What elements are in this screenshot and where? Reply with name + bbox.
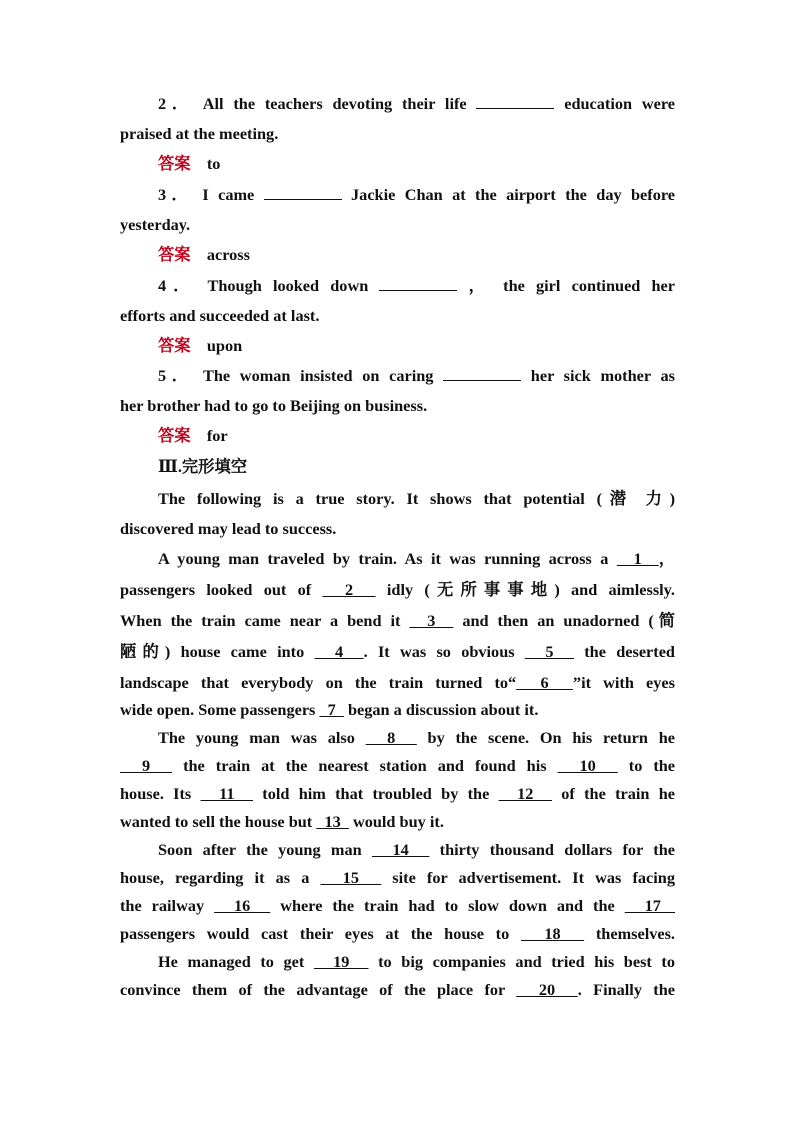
cloze-blank-number: 3 [409,611,454,630]
passage-text: site for advertisement. It was facing [381,868,675,887]
passage-line [120,642,675,662]
passage-line [120,611,675,631]
question-text: her sick mother as [530,366,675,385]
passage-text: wide open. Some passengers [120,700,320,719]
passage-text: A young man traveled by train. As it was running across a [158,549,617,568]
passage-line [120,580,675,600]
question-text: Jackie Chan at the airport the day before [351,185,675,204]
answer-blank [443,366,521,381]
passage-text: to big companies and tried his best to [368,952,675,971]
passage-text: began a discussion about it. [343,700,539,719]
question-number: 3． [158,185,194,204]
cloze-blank-number: 2 [322,580,376,599]
question-text: the girl continued her [503,276,676,295]
question-text: All the teachers devoting their life [202,94,467,113]
question-line [120,124,675,144]
passage-text: house, regarding it as a [120,868,321,887]
question-number: 4． [158,276,197,295]
question-line [120,276,675,296]
passage-text: When the train came near a bend it [120,611,410,630]
question-line [120,215,675,235]
answer-line [120,336,675,356]
cloze-blank-number: 9 [120,756,173,775]
passage-text: passengers looked out of [120,580,323,599]
cloze-blank-number: 17 [624,896,675,915]
passage-text: house. Its [120,784,201,803]
passage-text: . Finally the [577,980,675,999]
passage-text: ， [658,549,676,568]
question-text: The woman insisted on caring [203,366,434,385]
cloze-blank-number: 10 [557,756,618,775]
passage-text: The following is a true story. It shows that potential (潜 力) [158,489,675,508]
cloze-blank-number: 11 [200,784,254,803]
question-line [120,94,675,114]
passage-text: The young man was also [158,728,366,747]
passage-text: the deserted [574,642,675,661]
answer-value: to [206,154,221,173]
question-line [120,396,675,416]
cloze-blank-number: 18 [520,924,585,943]
question-text: education were [564,94,675,113]
question-text: ， [468,276,492,295]
passage-line [120,784,675,804]
passage-text: 陋的) house came into [120,642,315,661]
passage-text: convince them of the advantage of the place for [120,980,517,999]
question-text: efforts and succeeded at last. [120,306,320,325]
passage-text: discovered may lead to success. [120,519,337,538]
question-number: 2． [158,94,194,113]
answer-value: upon [206,336,243,355]
cloze-blank-number: 1 [616,549,659,568]
passage-text: the train at the nearest station and found his [172,756,558,775]
passage-text: thirty thousand dollars for the [429,840,675,859]
cloze-blank-number: 16 [214,896,271,915]
answer-value: across [206,245,250,264]
passage-line [120,756,675,776]
passage-line [120,840,675,860]
passage-text: of the train he [551,784,676,803]
cloze-blank-number: 14 [371,840,430,859]
passage-text: idly (无所事事地) and aimlessly. [375,580,675,599]
passage-text: passengers would cast their eyes at the house to [120,924,521,943]
cloze-blank-number: 20 [516,980,578,999]
question-text: Though looked down [207,276,369,295]
question-line [120,185,675,205]
question-text: her brother had to go to Beijing on business. [120,396,428,415]
cloze-blank-number: 4 [314,642,364,661]
passage-text: the railway [120,896,215,915]
cloze-blank-number: 6 [516,673,573,692]
passage-line [120,924,675,944]
passage-line [120,868,675,888]
passage-text: and then an unadorned (简 [453,611,675,630]
passage-text: to the [617,756,676,775]
section-title [120,457,675,477]
question-number: 5． [158,366,194,385]
question-line [120,366,675,386]
passage-text: . It was so obvious [363,642,525,661]
passage-line [120,549,675,569]
cloze-blank-number: 12 [498,784,552,803]
answer-label: 答案 [158,245,191,264]
passage-text: would buy it. [348,812,444,831]
answer-line [120,154,675,174]
passage-text: by the scene. On his return he [416,728,675,747]
cloze-blank-number: 19 [313,952,369,971]
section-title-text: Ⅲ.完形填空 [158,457,248,476]
answer-value: for [206,426,228,445]
passage-line [120,980,675,1000]
cloze-blank-number: 8 [365,728,417,747]
answer-blank [476,94,554,109]
cloze-blank-number: 13 [316,812,349,831]
passage-text: He managed to get [158,952,314,971]
passage-text: wanted to sell the house but [120,812,317,831]
cloze-blank-number: 5 [524,642,574,661]
cloze-blank-number: 7 [319,700,344,719]
answer-blank [379,276,457,291]
question-text: praised at the meeting. [120,124,279,143]
passage-line [120,489,675,509]
passage-text: where the train had to slow down and the [270,896,625,915]
passage-line [120,728,675,748]
passage-line [120,673,675,693]
question-text: I came [202,185,255,204]
passage-line [120,519,675,539]
question-line [120,306,675,326]
passage-text: ”it with eyes [572,673,675,692]
passage-text: themselves. [584,924,675,943]
answer-label: 答案 [158,154,191,173]
passage-text: told him that troubled by the [253,784,499,803]
passage-text: landscape that everybody on the train turned to“ [120,673,517,692]
answer-label: 答案 [158,426,191,445]
passage-line [120,952,675,972]
passage-line [120,700,675,720]
answer-line [120,245,675,265]
answer-blank [264,185,342,200]
passage-text: Soon after the young man [158,840,372,859]
question-text: yesterday. [120,215,191,234]
cloze-blank-number: 15 [320,868,382,887]
passage-line [120,812,675,832]
answer-label: 答案 [158,336,191,355]
answer-line [120,426,675,446]
passage-line [120,896,675,916]
